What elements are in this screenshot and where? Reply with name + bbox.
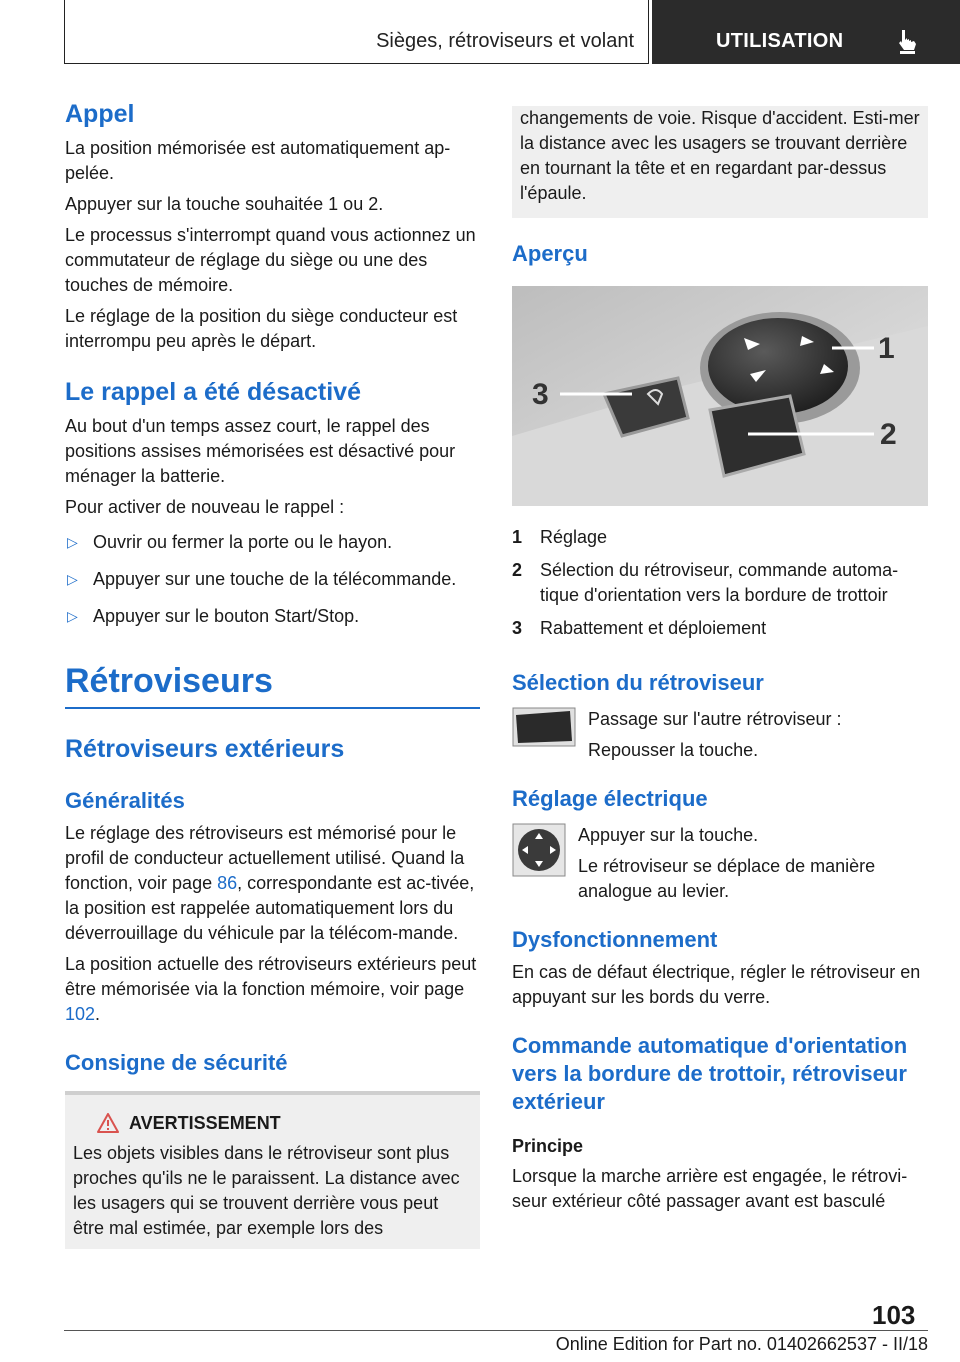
page-link-102[interactable]: 102 bbox=[65, 1004, 96, 1024]
rappel-paragraph-1: Au bout d'un temps assez court, le rappel des positions assises mémorisées est désactivé pour ménager la batterie. bbox=[65, 416, 456, 486]
principe-heading: Principe bbox=[512, 1136, 584, 1156]
callout-1: 1 bbox=[878, 332, 895, 365]
hand-pointer-icon bbox=[896, 28, 920, 54]
appel-paragraph-2: Appuyer sur la touche souhaitée 1 ou 2. bbox=[65, 194, 384, 214]
mirror-controls-photo bbox=[512, 286, 928, 506]
appel-paragraph-1: La position mémorisée est automatiquement ap‐pelée. bbox=[65, 138, 451, 183]
generalites-paragraph-2: La position actuelle des rétroviseurs extérieurs peut être mémorisée via la fonction mémoire, voir page 102. bbox=[65, 954, 477, 1024]
running-header-section bbox=[64, 0, 649, 64]
list-item: ▷ Ouvrir ou fermer la porte ou le hayon. bbox=[65, 530, 480, 555]
photo-legend bbox=[512, 525, 928, 641]
consigne-heading: Consigne de sécurité bbox=[65, 1050, 288, 1075]
generalites-paragraph-1: Le réglage des rétroviseurs est mémorisé pour le profil de conducteur actuellement utilisé. Quand la fonction, voir page 86, correspondante est ac‐tivée, la position est rappelée automatiquement lors du déverrouillage du véhicule par la télécom‐mande. bbox=[65, 823, 475, 943]
triangle-bullet-icon: ▷ bbox=[67, 608, 78, 624]
reglage-row bbox=[512, 823, 928, 904]
warning-box bbox=[65, 1091, 480, 1249]
apercu-heading: Aperçu bbox=[512, 241, 588, 266]
mirror-select-button-icon bbox=[512, 707, 576, 747]
ext-mirrors-heading: Rétroviseurs extérieurs bbox=[65, 735, 345, 763]
list-item: 1 Réglage bbox=[512, 527, 608, 547]
selection-heading: Sélection du rétroviseur bbox=[512, 670, 764, 695]
appel-paragraph-3: Le processus s'interrompt quand vous actionnez un commutateur de réglage du siège ou une des touches de mémoire. bbox=[65, 225, 476, 295]
right-column bbox=[512, 102, 928, 1214]
commande-auto-heading: Commande automatique d'orientation vers la bordure de trottoir, rétroviseur extérieur bbox=[512, 1033, 908, 1114]
rappel-bullet-list bbox=[65, 530, 480, 629]
selection-paragraph-1: Passage sur l'autre rétroviseur : bbox=[588, 709, 842, 729]
running-header-chapter bbox=[652, 0, 960, 64]
page-number: 103 bbox=[872, 1300, 916, 1330]
list-item: 3 Rabattement et déploiement bbox=[512, 618, 767, 638]
chapter-label: UTILISATION bbox=[716, 30, 844, 52]
rappel-paragraph-2: Pour activer de nouveau le rappel : bbox=[65, 497, 345, 517]
chapter-heading: Rétroviseurs bbox=[65, 662, 273, 700]
footer-rule bbox=[64, 1330, 928, 1331]
generalites-heading: Généralités bbox=[65, 788, 185, 813]
warning-text: Les objets visibles dans le rétroviseur sont plus proches qu'ils ne le paraissent. La distance avec les usagers qui se trouvent derrière vous peut être mal estimée, par exemple lors des bbox=[73, 1143, 460, 1238]
rappel-heading: Le rappel a été désactivé bbox=[65, 378, 361, 406]
selection-paragraph-2: Repousser la touche. bbox=[588, 740, 759, 760]
section-title: Sièges, rétroviseurs et volant bbox=[376, 30, 634, 52]
left-column bbox=[65, 98, 480, 1249]
callout-3: 3 bbox=[532, 378, 549, 411]
page-link-86[interactable]: 86 bbox=[217, 873, 238, 893]
dysfonctionnement-heading: Dysfonctionnement bbox=[512, 927, 718, 952]
reglage-paragraph-2: Le rétroviseur se déplace de manière analogue au levier. bbox=[578, 856, 876, 901]
appel-paragraph-4: Le réglage de la position du siège conducteur est interrompu peu après le départ. bbox=[65, 306, 458, 351]
appel-heading: Appel bbox=[65, 100, 135, 128]
callout-2: 2 bbox=[880, 418, 897, 451]
triangle-bullet-icon: ▷ bbox=[67, 534, 78, 550]
mirror-adjust-knob-icon bbox=[512, 823, 566, 877]
dysfonctionnement-paragraph: En cas de défaut électrique, régler le rétroviseur en appuyant sur les bords du verre. bbox=[512, 962, 921, 1007]
warning-box-continued bbox=[512, 106, 928, 218]
list-item: ▷ Appuyer sur une touche de la télécommande. bbox=[65, 567, 480, 592]
warning-triangle-icon bbox=[97, 1113, 119, 1133]
list-item: 2 Sélection du rétroviseur, commande automa‐tique d'orientation vers la bordure de trottoir bbox=[512, 560, 899, 605]
triangle-bullet-icon: ▷ bbox=[67, 571, 78, 587]
selection-row bbox=[512, 707, 928, 763]
edition-note: Online Edition for Part no. 01402662537 - II/18 bbox=[555, 1334, 928, 1354]
warning-title: AVERTISSEMENT bbox=[73, 1111, 472, 1135]
warning-text-continued: changements de voie. Risque d'accident. Esti‐mer la distance avec les usagers se trouvant derrière en tournant la tête et en regardant par‐dessus l'épaule. bbox=[520, 108, 920, 203]
reglage-paragraph-1: Appuyer sur la touche. bbox=[578, 825, 759, 845]
principe-paragraph: Lorsque la marche arrière est engagée, le rétrovi‐seur extérieur côté passager avant est basculé bbox=[512, 1166, 908, 1211]
reglage-heading: Réglage électrique bbox=[512, 786, 708, 811]
list-item: ▷ Appuyer sur le bouton Start/Stop. bbox=[65, 604, 480, 629]
